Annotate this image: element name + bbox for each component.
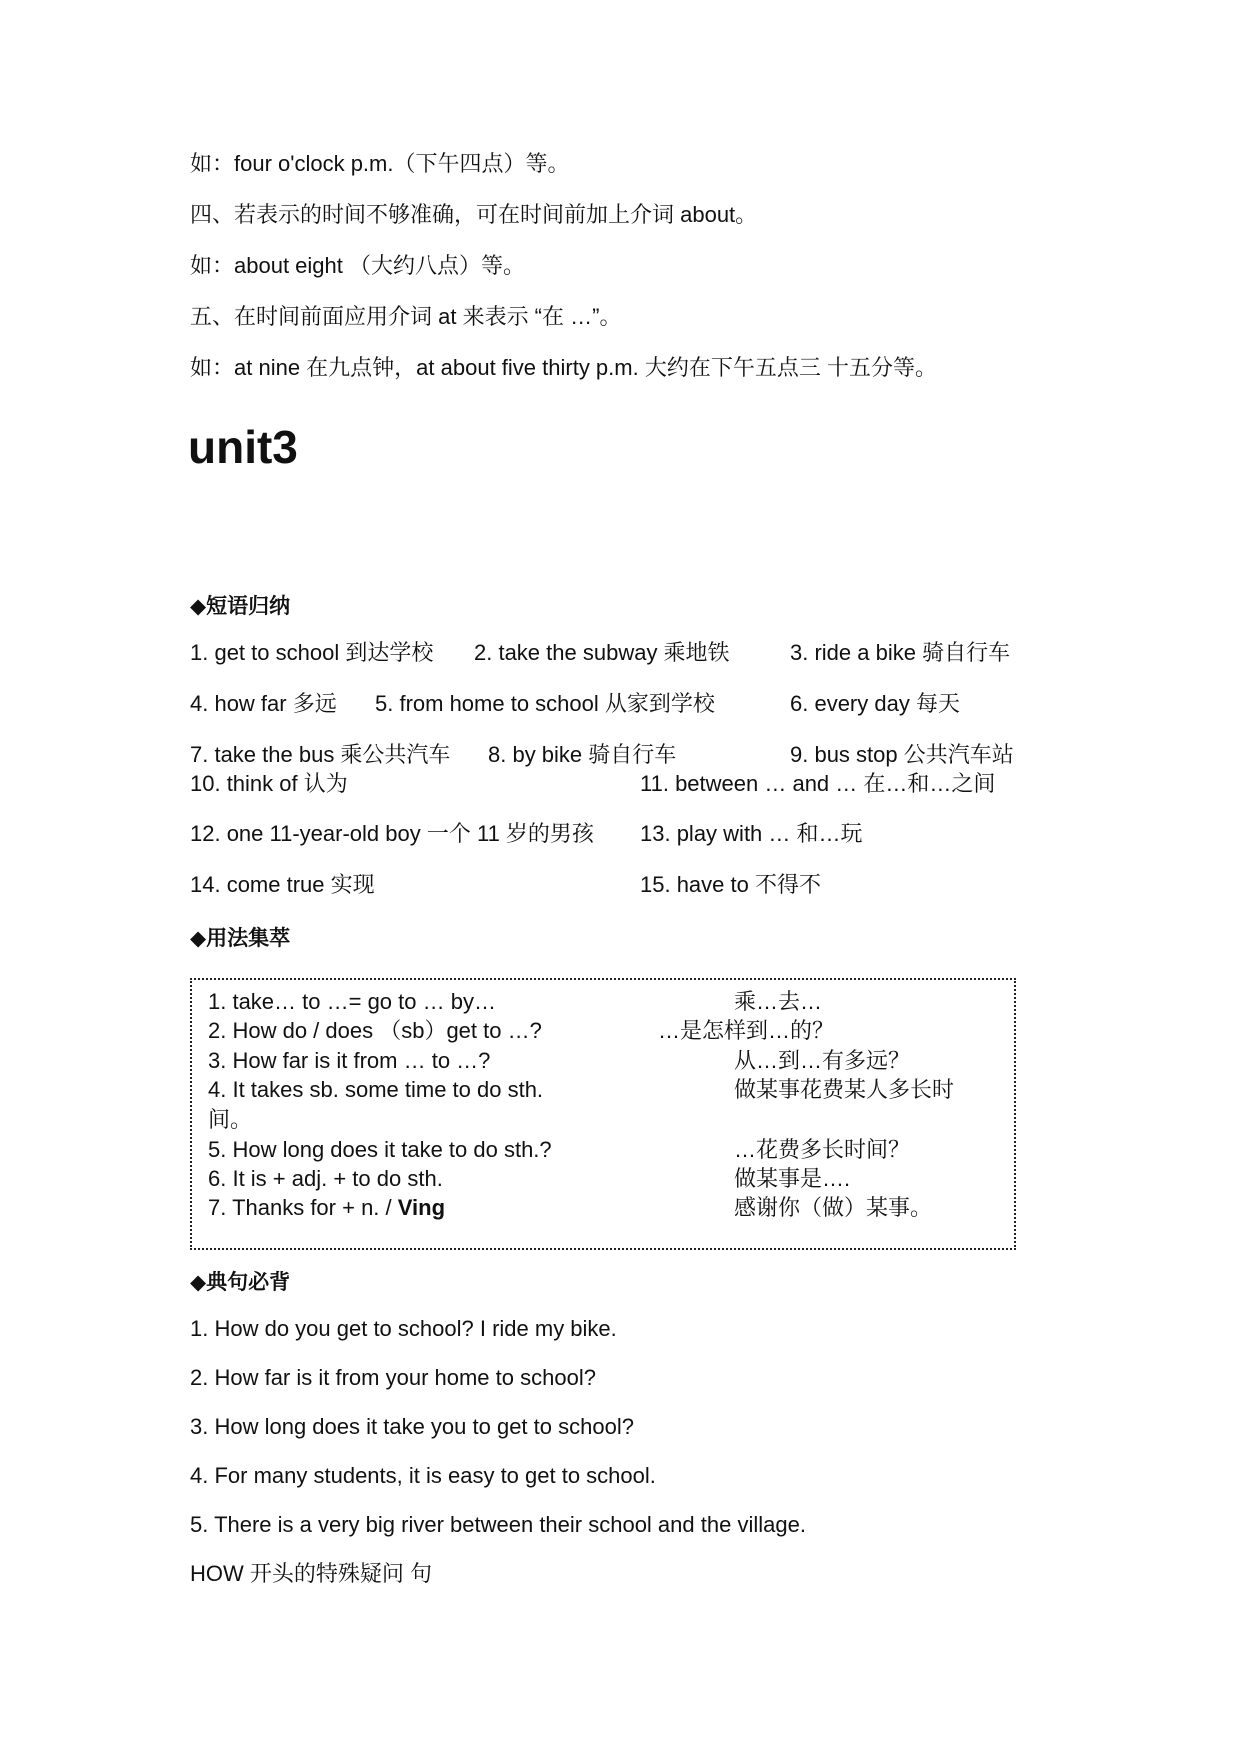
intro-line: 如：four o'clock p.m.（下午四点）等。 <box>190 151 570 176</box>
usage-zh: 乘…去… <box>734 989 823 1014</box>
phrase-item: 15. have to 不得不 <box>640 872 821 897</box>
usage-en: 4. It takes sb. some time to do sth. <box>208 1077 544 1102</box>
unit-title: unit3 <box>188 421 298 473</box>
phrase-item: 7. take the bus 乘公共汽车 <box>190 742 451 767</box>
sentence-item: 4. For many students, it is easy to get to school. <box>190 1463 656 1488</box>
usage-en: 5. How long does it take to do sth.? <box>208 1137 552 1162</box>
phrase-item: 5. from home to school 从家到学校 <box>375 691 715 716</box>
usage-zh: 感谢你（做）某事。 <box>734 1195 933 1220</box>
usage-zh: 做某事花费某人多长时 <box>734 1077 955 1102</box>
usage-zh: …是怎样到…的？ <box>658 1018 835 1043</box>
usage-en <box>208 1194 445 1222</box>
sentence-item: 1. How do you get to school? I ride my bike. <box>190 1316 617 1341</box>
sentence-item: 3. How long does it take you to get to school? <box>190 1414 634 1439</box>
usage-en: 3. How far is it from … to …? <box>208 1048 491 1073</box>
phrase-item: 13. play with … 和…玩 <box>640 821 863 846</box>
intro-line: 四、若表示的时间不够准确，可在时间前加上介词 about。 <box>190 202 758 227</box>
usage-en-text: 7. Thanks for + n. / <box>208 1195 398 1220</box>
phrase-item: 1. get to school 到达学校 <box>190 640 434 665</box>
usage-en: 间。 <box>208 1107 253 1132</box>
phrase-item: 11. between … and … 在…和…之间 <box>640 771 996 796</box>
phrase-item: 10. think of 认为 <box>190 771 348 796</box>
usage-box <box>190 978 1016 1250</box>
phrase-item: 2. take the subway 乘地铁 <box>474 640 730 665</box>
phrases-heading: ◆短语归纳 <box>190 595 291 618</box>
usage-zh: 做某事是…. <box>734 1166 851 1191</box>
phrase-item: 6. every day 每天 <box>790 691 960 716</box>
phrase-item: 8. by bike 骑自行车 <box>488 742 677 767</box>
phrase-item: 4. how far 多远 <box>190 691 337 716</box>
usage-en: 1. take… to …= go to … by… <box>208 989 496 1014</box>
intro-line: 五、在时间前面应用介词 at 来表示 “在 …”。 <box>190 304 622 329</box>
footer-line: HOW 开头的特殊疑问 句 <box>190 1561 432 1586</box>
phrase-item: 14. come true 实现 <box>190 872 375 897</box>
sentence-item: 2. How far is it from your home to school? <box>190 1365 596 1390</box>
usage-en-bold: Ving <box>397 1195 446 1220</box>
intro-line: 如：at nine 在九点钟，at about five thirty p.m. 大约在下午五点三 十五分等。 <box>190 355 937 380</box>
sentences-heading: ◆典句必背 <box>190 1271 291 1294</box>
usage-en: 6. It is + adj. + to do sth. <box>208 1166 443 1191</box>
usage-en: 2. How do / does （sb）get to …? <box>208 1018 542 1043</box>
phrase-item: 3. ride a bike 骑自行车 <box>790 640 1011 665</box>
usage-heading: ◆用法集萃 <box>190 927 291 950</box>
usage-zh: …花费多长时间？ <box>734 1137 911 1162</box>
phrase-item: 12. one 11-year-old boy 一个 11 岁的男孩 <box>190 821 594 846</box>
usage-zh: 从…到…有多远？ <box>734 1048 911 1073</box>
intro-line: 如：about eight （大约八点）等。 <box>190 253 525 278</box>
phrase-item: 9. bus stop 公共汽车站 <box>790 742 1014 767</box>
sentence-item: 5. There is a very big river between their school and the village. <box>190 1512 806 1537</box>
